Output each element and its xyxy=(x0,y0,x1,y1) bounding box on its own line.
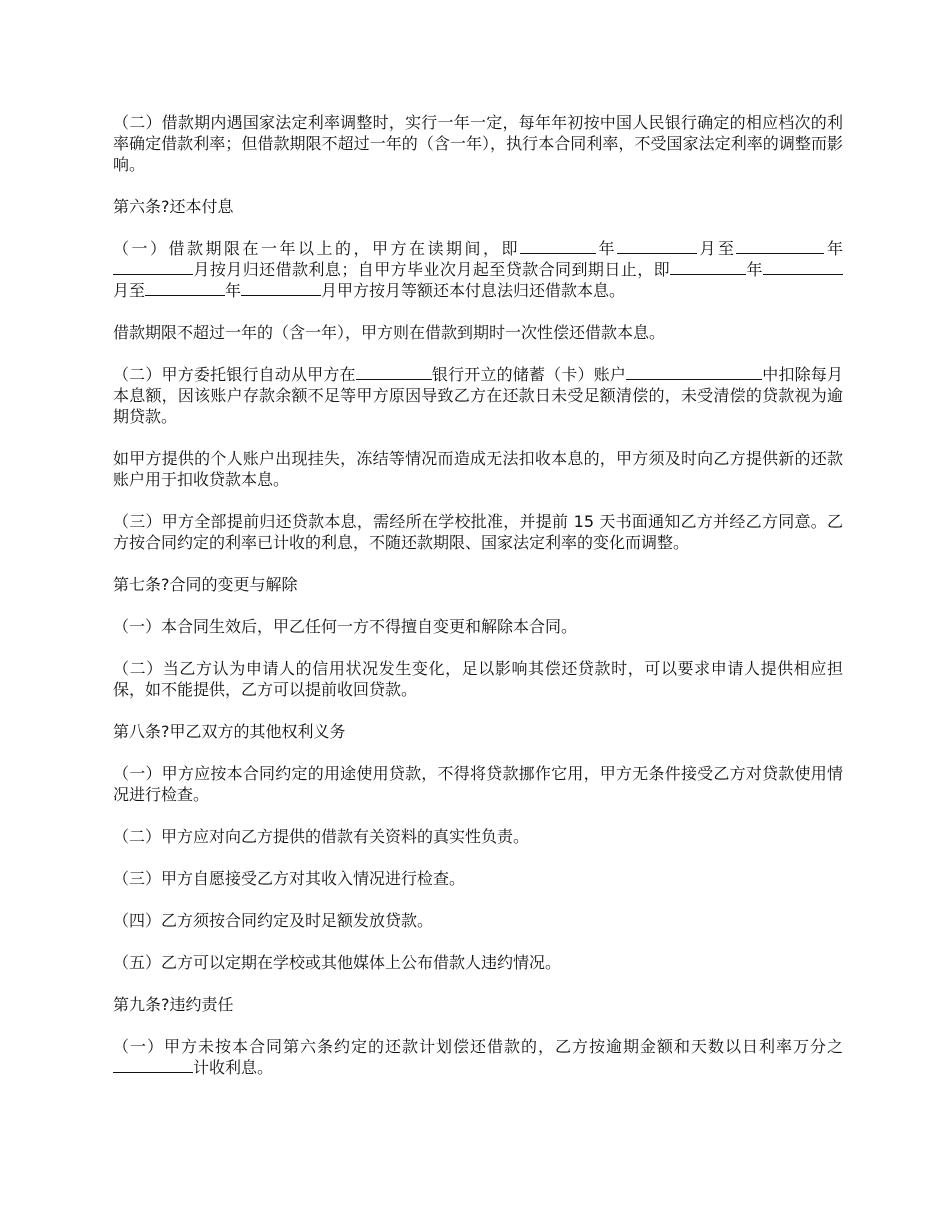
clause-paragraph: （五）乙方可以定期在学校或其他媒体上公布借款人违约情况。 xyxy=(113,953,562,972)
text-run: 银行开立的储蓄（卡）账户 xyxy=(431,365,627,384)
clause-paragraph: （三）甲方全部提前归还贷款本息，需经所在学校批准，并提前 15 天书面通知乙方并经乙方同意。乙方按合同约定的利率已计收的利息，不随还款期限、国家法定利率的变化而调整。 xyxy=(113,512,843,552)
fill-in-blank[interactable] xyxy=(736,252,824,254)
article-8-heading: 第八条?甲乙双方的其他权利义务 xyxy=(113,722,346,741)
article-9-heading: 第九条?违约责任 xyxy=(113,995,234,1014)
fill-in-blank[interactable] xyxy=(356,378,432,380)
fill-in-blank[interactable] xyxy=(113,1071,193,1073)
clause-paragraph: （四）乙方须按合同约定及时足额发放贷款。 xyxy=(113,911,434,930)
clause-paragraph: （一）本合同生效后，甲乙任何一方不得擅自变更和解除本合同。 xyxy=(113,617,578,636)
clause-paragraph: （二）当乙方认为申请人的信用状况发生变化，足以影响其偿还贷款时，可以要求申请人提供相应担保，如不能提供，乙方可以提前收回贷款。 xyxy=(113,659,843,699)
text-run: 计收利息。 xyxy=(193,1058,274,1077)
document-page xyxy=(113,112,843,1099)
fill-in-blank[interactable] xyxy=(763,273,843,275)
text-run: 月甲方按月等额还本付息法归还借款本息。 xyxy=(321,281,626,300)
clause-paragraph: （一）甲方应按本合同约定的用途使用贷款，不得将贷款挪作它用，甲方无条件接受乙方对贷款使用情况进行检查。 xyxy=(113,764,843,804)
text-run: 年 xyxy=(225,281,242,300)
text-run: 年 xyxy=(746,260,763,279)
fill-in-blank[interactable] xyxy=(520,252,596,254)
text-run: （一）甲方未按本合同第六条约定的还款计划偿还借款的，乙方按逾期金额和天数以日利率万分之 xyxy=(113,1037,843,1056)
text-run: （二）甲方委托银行自动从甲方在 xyxy=(113,365,356,384)
clause-paragraph xyxy=(113,238,843,301)
clause-paragraph: （二）借款期内遇国家法定利率调整时，实行一年一定，每年年初按中国人民银行确定的相应档次的利率确定借款利率；但借款期限不超过一年的（含一年），执行本合同利率，不受国家法定利率的调整而影响。 xyxy=(113,113,843,174)
text-run: 中扣除每月本息额，因该账户存款余额不足等甲方原因导致乙方在还款日未受足额清偿的，未受清偿的贷款视为逾期贷款。 xyxy=(113,365,843,426)
fill-in-blank[interactable] xyxy=(670,273,746,275)
text-run: 月按月归还借款利息；自甲方毕业次月起至贷款合同到期日止，即 xyxy=(193,260,671,279)
clause-paragraph: 借款期限不超过一年的（含一年），甲方则在借款到期时一次性偿还借款本息。 xyxy=(113,323,666,342)
article-7-heading: 第七条?合同的变更与解除 xyxy=(113,575,298,594)
clause-paragraph: （三）甲方自愿接受乙方对其收入情况进行检查。 xyxy=(113,869,466,888)
fill-in-blank[interactable] xyxy=(626,378,762,380)
article-6-heading: 第六条?还本付息 xyxy=(113,197,234,216)
text-run: 年 xyxy=(824,239,843,258)
fill-in-blank[interactable] xyxy=(617,252,697,254)
fill-in-blank[interactable] xyxy=(241,294,321,296)
text-run: 月至 xyxy=(113,281,146,300)
fill-in-blank[interactable] xyxy=(113,273,193,275)
clause-paragraph xyxy=(113,364,843,427)
text-run: 年 xyxy=(595,239,617,258)
text-run: 月至 xyxy=(696,239,737,258)
clause-paragraph: （二）甲方应对向乙方提供的借款有关资料的真实性负责。 xyxy=(113,827,530,846)
clause-paragraph: 如甲方提供的个人账户出现挂失，冻结等情况而造成无法扣收本息的，甲方须及时向乙方提供新的还款账户用于扣收贷款本息。 xyxy=(113,449,843,489)
clause-paragraph xyxy=(113,1036,843,1078)
fill-in-blank[interactable] xyxy=(145,294,225,296)
text-run: （一）借款期限在一年以上的，甲方在读期间，即 xyxy=(113,239,520,258)
